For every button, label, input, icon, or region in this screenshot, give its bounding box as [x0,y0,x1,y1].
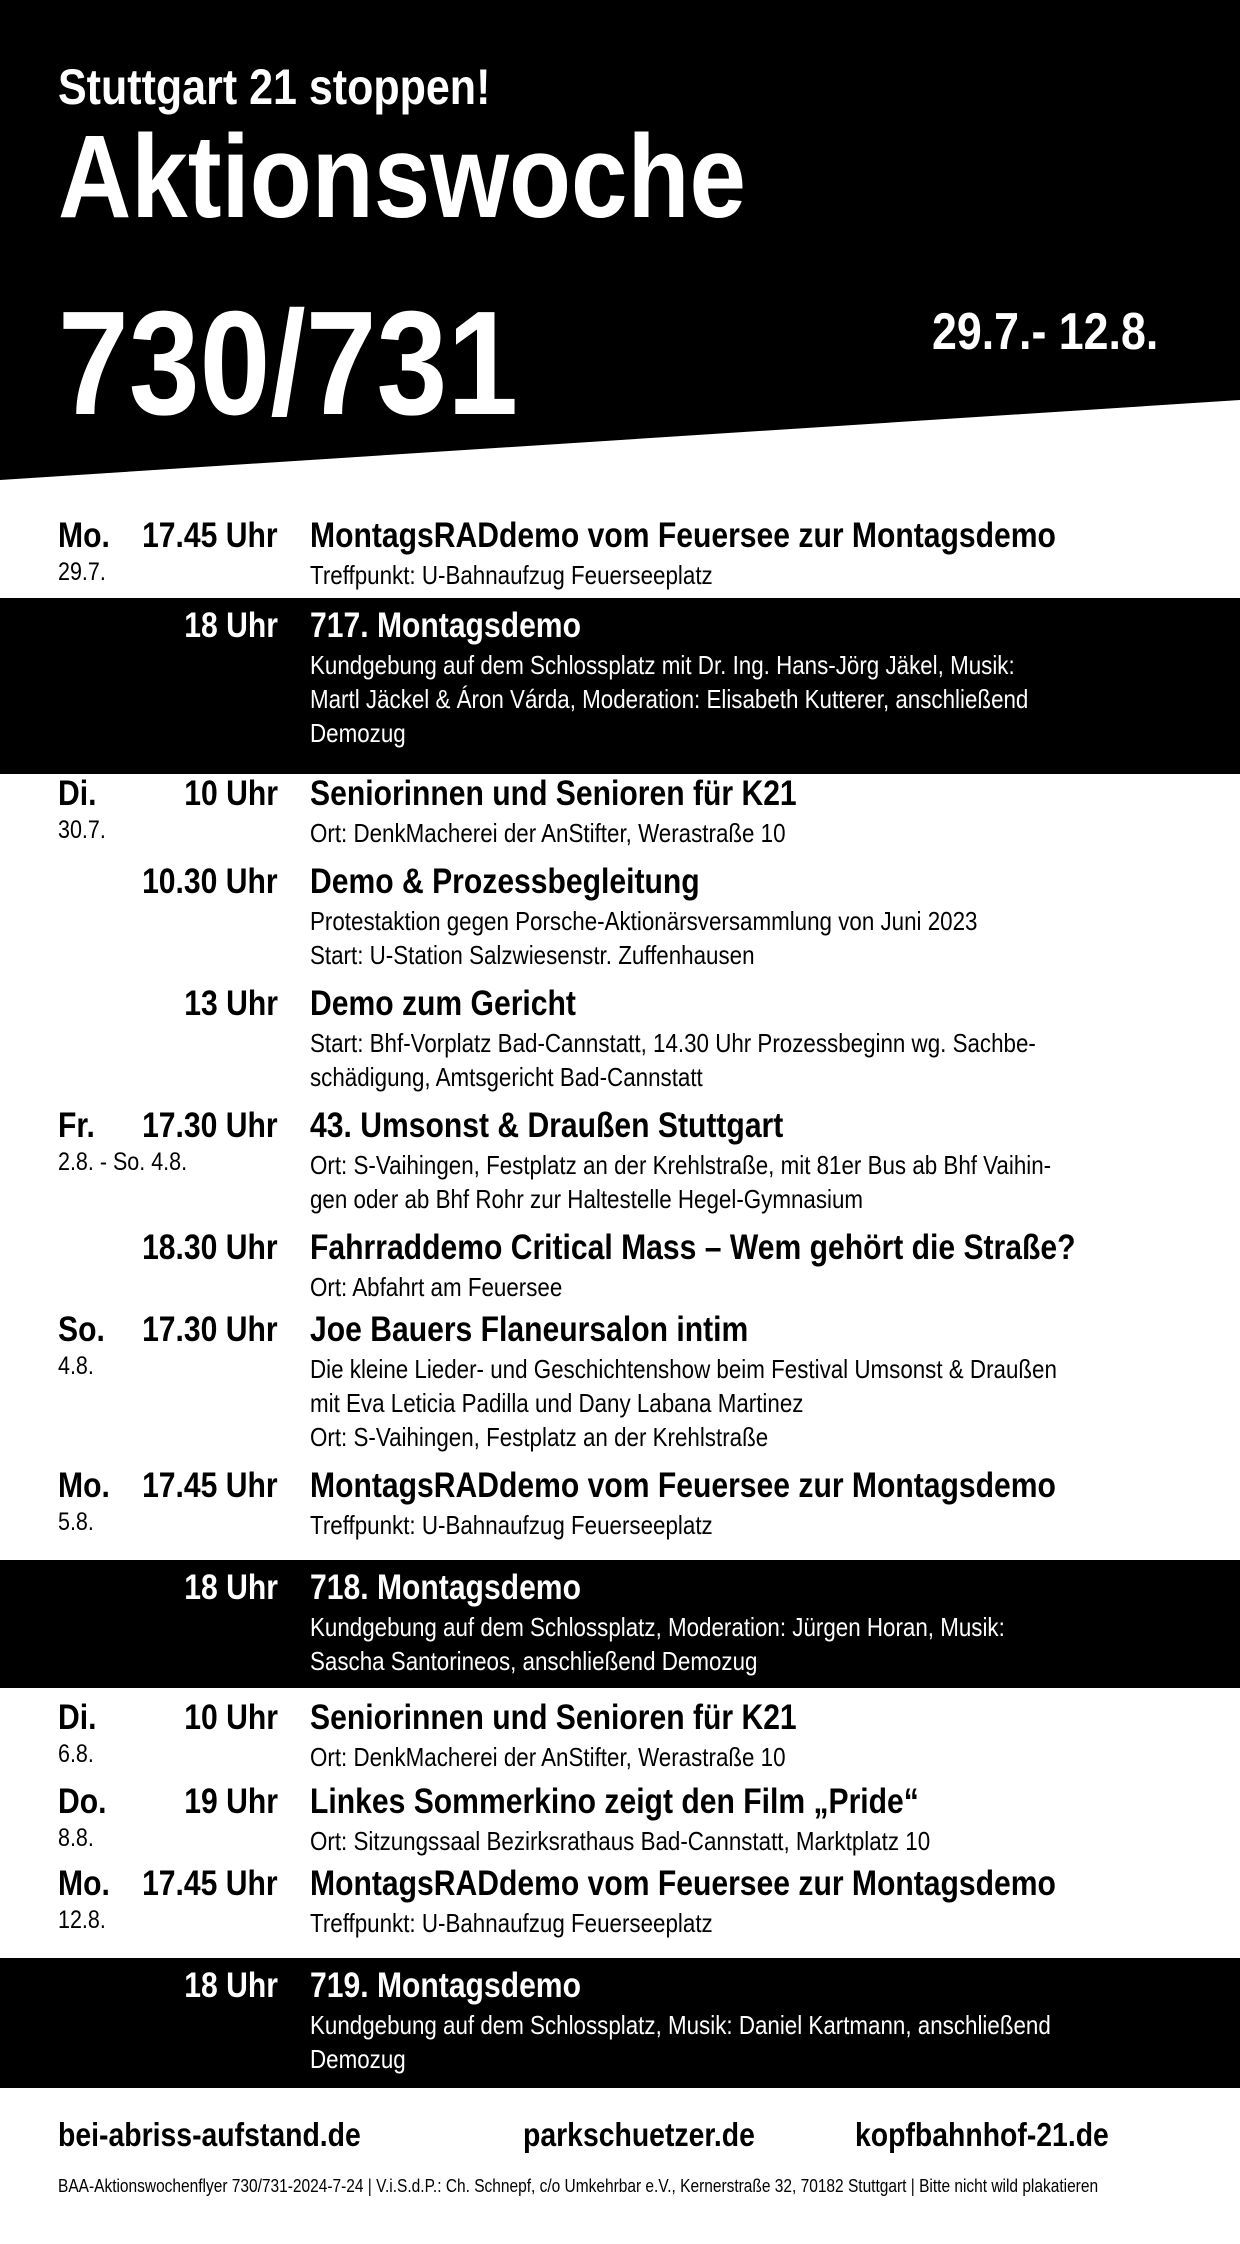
event-description [310,816,1067,850]
event-row [0,1310,1240,1466]
event-description-line: Treffpunkt: U-Bahnaufzug Feuerseeplatz [310,1908,713,1938]
link-bei-abriss-aufstand[interactable]: bei-abriss-aufstand.de [58,2116,361,2153]
event-description-line: gen oder ab Bhf Rohr zur Haltestelle Hegel-Gymnasium [310,1184,864,1214]
event-row [0,516,1240,596]
event-description [310,904,1067,972]
event-description-line: Kundgebung auf dem Schlossplatz, Musik: Daniel Kartmann, anschließend [310,2010,1051,2040]
event-description [310,1148,1067,1216]
link-parkschuetzer[interactable]: parkschuetzer.de [523,2116,755,2153]
event-time: 18 Uhr [184,1568,278,1607]
event-description [310,2008,1067,2076]
event-title: Joe Bauers Flaneursalon intim [310,1310,749,1349]
event-description-line: mit Eva Leticia Padilla und Dany Labana Martinez [310,1388,804,1418]
event-date: 12.8. [58,1906,106,1934]
event-row [0,1698,1240,1778]
event-time: 17.45 Uhr [142,1864,278,1903]
event-description-line: Kundgebung auf dem Schlossplatz mit Dr. Ing. Hans-Jörg Jäkel, Musik: [310,650,1015,680]
flyer-number: 730/731 [58,281,519,446]
event-description [310,1270,1067,1304]
event-description-line: Treffpunkt: U-Bahnaufzug Feuerseeplatz [310,560,713,590]
event-day: So. [58,1310,105,1349]
event-title: Demo & Prozessbegleitung [310,862,700,901]
event-description [310,648,1067,750]
event-date: 29.7. [58,558,106,586]
event-description-line: Die kleine Lieder- und Geschichtenshow beim Festival Umsonst & Draußen [310,1354,1057,1384]
event-description [310,1352,1067,1454]
event-date: 30.7. [58,816,106,844]
event-title: Demo zum Gericht [310,984,576,1023]
event-day: Do. [58,1782,107,1821]
event-description-line: Demozug [310,2044,406,2074]
event-row [0,1466,1240,1552]
event-time: 17.45 Uhr [142,516,278,555]
event-description-line: schädigung, Amtsgericht Bad-Cannstatt [310,1062,703,1092]
event-row [0,1228,1240,1308]
event-title: Fahrraddemo Critical Mass – Wem gehört die Straße? [310,1228,1076,1267]
event-row [0,984,1240,1106]
event-description-line: Ort: Abfahrt am Feuersee [310,1272,563,1302]
event-time: 17.45 Uhr [142,1466,278,1505]
event-title: MontagsRADdemo vom Feuersee zur Montagsdemo [310,1864,1056,1903]
event-row [0,1560,1240,1688]
event-description-line: Ort: Sitzungssaal Bezirksrathaus Bad-Cannstatt, Marktplatz 10 [310,1826,931,1856]
event-description-line: Martl Jäckel & Áron Várda, Moderation: Elisabeth Kutterer, anschließend [310,684,1029,714]
event-title: MontagsRADdemo vom Feuersee zur Montagsdemo [310,516,1056,555]
event-day: Mo. [58,1466,110,1505]
event-row [0,598,1240,774]
event-title: Seniorinnen und Senioren für K21 [310,1698,797,1737]
event-description [310,558,1067,592]
event-title: Seniorinnen und Senioren für K21 [310,774,797,813]
event-day: Di. [58,1698,97,1737]
event-row [0,774,1240,862]
event-description-line: Treffpunkt: U-Bahnaufzug Feuerseeplatz [310,1510,713,1540]
event-description [310,1824,1067,1858]
event-time: 17.30 Uhr [142,1106,278,1145]
event-title: 719. Montagsdemo [310,1966,581,2005]
event-date: 4.8. [58,1352,94,1380]
event-row [0,862,1240,984]
event-description-line: Start: U-Station Salzwiesenstr. Zuffenhausen [310,940,755,970]
event-description-line: Ort: DenkMacherei der AnStifter, Werastraße 10 [310,1742,786,1772]
event-description-line: Sascha Santorineos, anschließend Demozug [310,1646,758,1676]
imprint-text: BAA-Aktionswochenflyer 730/731-2024-7-24 | V.i.S.d.P.: Ch. Schnepf, c/o Umkehrbar e.V., Kernerstraße 32, 70182 Stuttgart | Bitte nicht wild plakatieren [58,2176,1099,2196]
event-day: Mo. [58,516,110,555]
event-title: Linkes Sommerkino zeigt den Film „Pride“ [310,1782,919,1821]
event-row [0,1106,1240,1228]
event-date: 2.8. - So. 4.8. [58,1148,188,1176]
event-row [0,1864,1240,1954]
event-time: 13 Uhr [184,984,278,1023]
event-row [0,1782,1240,1862]
event-title: 717. Montagsdemo [310,606,581,645]
event-day: Fr. [58,1106,95,1145]
event-title: MontagsRADdemo vom Feuersee zur Montagsdemo [310,1466,1056,1505]
event-description [310,1906,1067,1940]
event-date: 8.8. [58,1824,94,1852]
event-description-line: Ort: S-Vaihingen, Festplatz an der Krehlstraße [310,1422,769,1452]
flyer-title: Aktionswoche [58,111,746,243]
event-time: 19 Uhr [184,1782,278,1821]
event-description [310,1026,1067,1094]
link-kopfbahnhof-21[interactable]: kopfbahnhof-21.de [855,2116,1109,2153]
event-time: 17.30 Uhr [142,1310,278,1349]
event-row [0,1958,1240,2088]
event-date: 5.8. [58,1508,94,1536]
event-description-line: Ort: DenkMacherei der AnStifter, Werastraße 10 [310,818,786,848]
event-description [310,1610,1067,1678]
flyer-subtitle: Stuttgart 21 stoppen! [58,59,491,115]
event-description-line: Kundgebung auf dem Schlossplatz, Moderation: Jürgen Horan, Musik: [310,1612,1005,1642]
event-description [310,1740,1067,1774]
flyer-date-range: 29.7.- 12.8. [932,303,1159,361]
event-title: 718. Montagsdemo [310,1568,581,1607]
event-description-line: Ort: S-Vaihingen, Festplatz an der Krehlstraße, mit 81er Bus ab Bhf Vaihin- [310,1150,1052,1180]
event-date: 6.8. [58,1740,94,1768]
event-description-line: Protestaktion gegen Porsche-Aktionärsversammlung von Juni 2023 [310,906,978,936]
event-time: 10.30 Uhr [142,862,278,901]
event-day: Di. [58,774,97,813]
event-time: 10 Uhr [184,1698,278,1737]
event-description-line: Demozug [310,718,406,748]
event-title: 43. Umsonst & Draußen Stuttgart [310,1106,784,1145]
event-time: 18 Uhr [184,1966,278,2005]
event-time: 10 Uhr [184,774,278,813]
event-description-line: Start: Bhf-Vorplatz Bad-Cannstatt, 14.30 Uhr Prozessbeginn wg. Sachbe- [310,1028,1036,1058]
event-time: 18 Uhr [184,606,278,645]
event-day: Mo. [58,1864,110,1903]
event-description [310,1508,1067,1542]
event-time: 18.30 Uhr [142,1228,278,1267]
